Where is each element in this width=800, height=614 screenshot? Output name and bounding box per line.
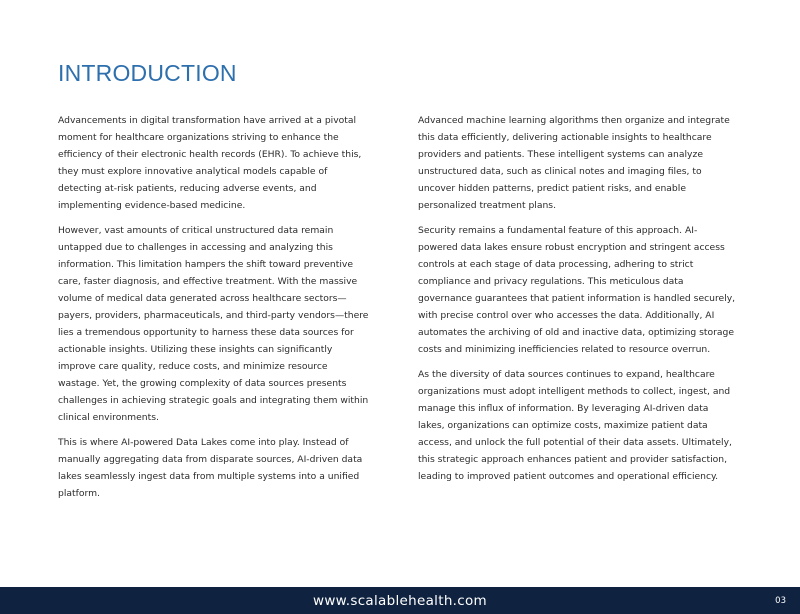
footer-bar — [0, 587, 800, 614]
footer-website-link[interactable]: www.scalablehealth.com — [312, 593, 487, 609]
page-title: INTRODUCTION — [58, 60, 237, 86]
left-text-column — [58, 112, 370, 510]
paragraph: However, vast amounts of critical unstructured data remain untapped due to challenges in accessing and analyzing this information. This limitation hampers the shift toward preventive care, faster diagnosis, and effective treatment. With the massive volume of medical data generated across healthcare sectors—payers, providers, pharmaceuticals, and third-party vendors—there lies a tremendous opportunity to harness these data sources for actionable insights. Utilizing these insights can significantly improve care quality, reduce costs, and minimize resource wastage. Yet, the growing complexity of data sources presents challenges in achieving strategic goals and integrating them within clinical environments. — [58, 225, 369, 423]
paragraph: Advanced machine learning algorithms then organize and integrate this data efficiently, delivering actionable insights to healthcare providers and patients. These intelligent systems can analyze unstructured data, such as clinical notes and imaging files, to uncover hidden patterns, predict patient risks, and enable personalized treatment plans. — [418, 115, 730, 211]
paragraph: As the diversity of data sources continues to expand, healthcare organizations must adopt intelligent methods to collect, ingest, and manage this influx of information. By leveraging AI-driven data lakes, organizations can optimize costs, maximize patient data access, and unlock the full potential of their data assets. Ultimately, this strategic approach enhances patient and provider satisfaction, leading to improved patient outcomes and operational efficiency. — [418, 369, 732, 482]
page-number: 03 — [775, 596, 786, 606]
paragraph: Security remains a fundamental feature of this approach. AI-powered data lakes ensure robust encryption and stringent access controls at each stage of data processing, adhering to strict compliance and privacy regulations. This meticulous data governance guarantees that patient information is handled securely, with precise control over who accesses the data. Additionally, AI automates the archiving of old and inactive data, optimizing storage costs and minimizing inefficiencies related to resource overrun. — [418, 225, 736, 355]
paragraph: Advancements in digital transformation have arrived at a pivotal moment for healthcare organizations striving to enhance the efficiency of their electronic health records (EHR). To achieve this, they must explore innovative analytical models capable of detecting at-risk patients, reducing adverse events, and implementing evidence-based medicine. — [58, 115, 362, 211]
right-text-column — [418, 112, 736, 493]
paragraph: This is where AI-powered Data Lakes come into play. Instead of manually aggregating data from disparate sources, AI-driven data lakes seamlessly ingest data from multiple systems into a unified platform. — [58, 437, 363, 499]
